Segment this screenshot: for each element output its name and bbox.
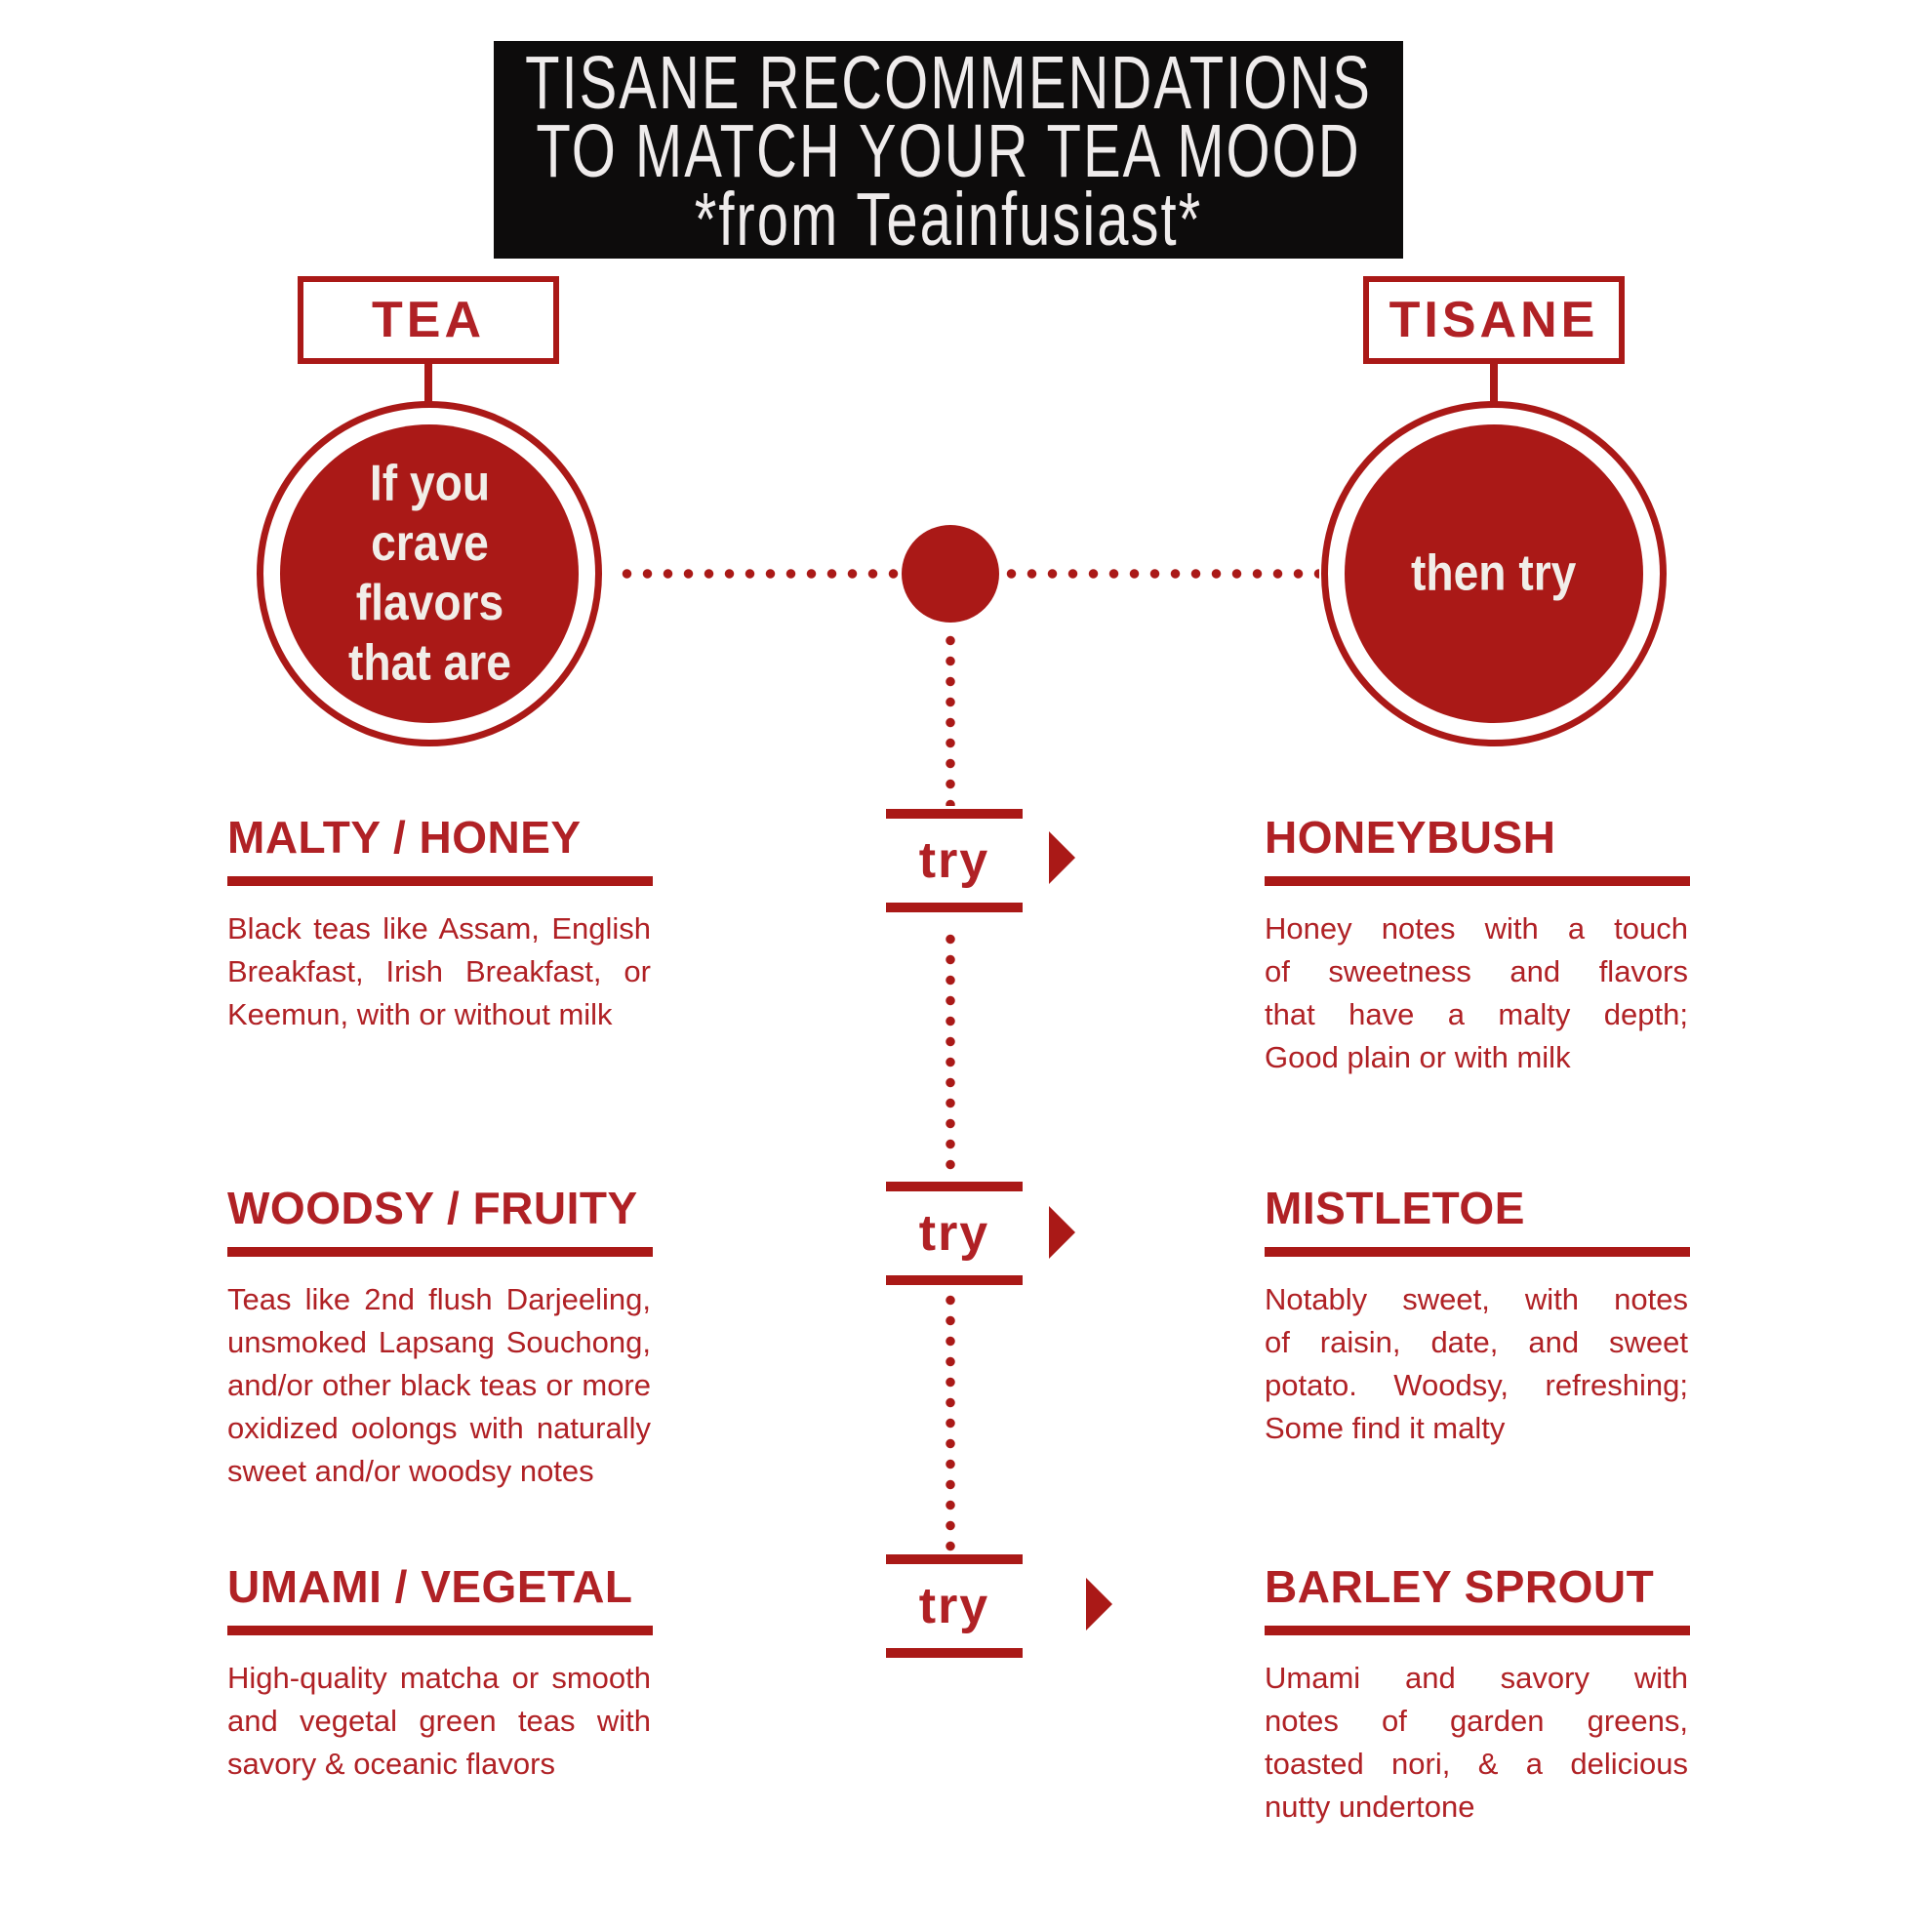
tea-circle-text: If you crave flavors that are (347, 455, 511, 692)
tisane-circle (1345, 424, 1643, 723)
section-title: UMAMI / VEGETAL (227, 1561, 633, 1612)
tisane-section-barley-sprout (1265, 1561, 1690, 1829)
title-line-2: TO MATCH YOUR TEA MOOD (536, 108, 1361, 193)
section-underline (1265, 1626, 1690, 1635)
section-underline (1265, 1247, 1690, 1257)
try-label: try (918, 1205, 990, 1262)
horizontal-dotted-line-right (1001, 569, 1319, 579)
section-description: Notably sweet, with notes of raisin, date, and sweet potato. Woodsy, refreshing; Some find it malty (1265, 1282, 1688, 1445)
tisane-label: TISANE (1389, 292, 1599, 348)
title-banner (494, 40, 1403, 262)
try-bar-bottom (886, 1275, 1023, 1285)
horizontal-dotted-line-left (617, 569, 900, 579)
arrow-right-icon (1086, 1578, 1112, 1630)
tisane-circle-text: then try (1411, 544, 1577, 602)
try-label: try (918, 832, 990, 889)
try-connector-1 (886, 809, 1023, 912)
section-description: Black teas like Assam, English Breakfast, Irish Breakfast, or Keemun, with or without milk (227, 911, 651, 1031)
tea-circle (280, 424, 579, 723)
tisane-section-mistletoe (1265, 1183, 1690, 1450)
section-underline (1265, 876, 1690, 886)
try-bar-bottom (886, 903, 1023, 912)
tea-section-woodsy-fruity (227, 1183, 653, 1493)
try-bar-top (886, 809, 1023, 819)
tisane-label-box (1363, 276, 1625, 364)
title-line-3: *from Teainfusiast* (694, 177, 1203, 262)
section-description: Umami and savory with notes of garden greens, toasted nori, & a delicious nutty undertone (1265, 1661, 1688, 1824)
vertical-dotted-line-2 (946, 929, 955, 1179)
tea-section-malty-honey (227, 812, 653, 1036)
tea-connector-stub (424, 362, 432, 405)
section-description: Honey notes with a touch of sweetness and flavors that have a malty depth; Good plain or with milk (1265, 911, 1688, 1074)
tea-label-box (298, 276, 559, 364)
try-connector-2 (886, 1182, 1023, 1285)
tea-label: TEA (372, 292, 485, 348)
vertical-dotted-line-1 (946, 630, 955, 806)
section-title: WOODSY / FRUITY (227, 1183, 638, 1233)
tisane-connector-stub (1490, 362, 1498, 405)
section-description: Teas like 2nd flush Darjeeling, unsmoked Lapsang Souchong, and/or other black teas or more oxidized oolongs with naturally sweet and/or woodsy notes (227, 1282, 651, 1488)
tisane-section-honeybush (1265, 812, 1690, 1079)
section-title: MISTLETOE (1265, 1183, 1525, 1233)
section-underline (227, 876, 653, 886)
section-title: HONEYBUSH (1265, 812, 1556, 863)
arrow-right-icon (1049, 1206, 1075, 1259)
center-node-dot (902, 525, 999, 623)
try-bar-top (886, 1554, 1023, 1564)
try-connector-3 (886, 1554, 1023, 1658)
section-title: MALTY / HONEY (227, 812, 582, 863)
try-label: try (918, 1578, 990, 1634)
section-description: High-quality matcha or smooth and vegetal green teas with savory & oceanic flavors (227, 1661, 651, 1781)
title-line-1: TISANE RECOMMENDATIONS (525, 40, 1372, 125)
try-bar-bottom (886, 1648, 1023, 1658)
tea-section-umami-vegetal (227, 1561, 653, 1786)
vertical-dotted-line-3 (946, 1290, 955, 1551)
try-bar-top (886, 1182, 1023, 1191)
section-title: BARLEY SPROUT (1265, 1561, 1655, 1612)
section-underline (227, 1247, 653, 1257)
section-underline (227, 1626, 653, 1635)
arrow-right-icon (1049, 831, 1075, 884)
